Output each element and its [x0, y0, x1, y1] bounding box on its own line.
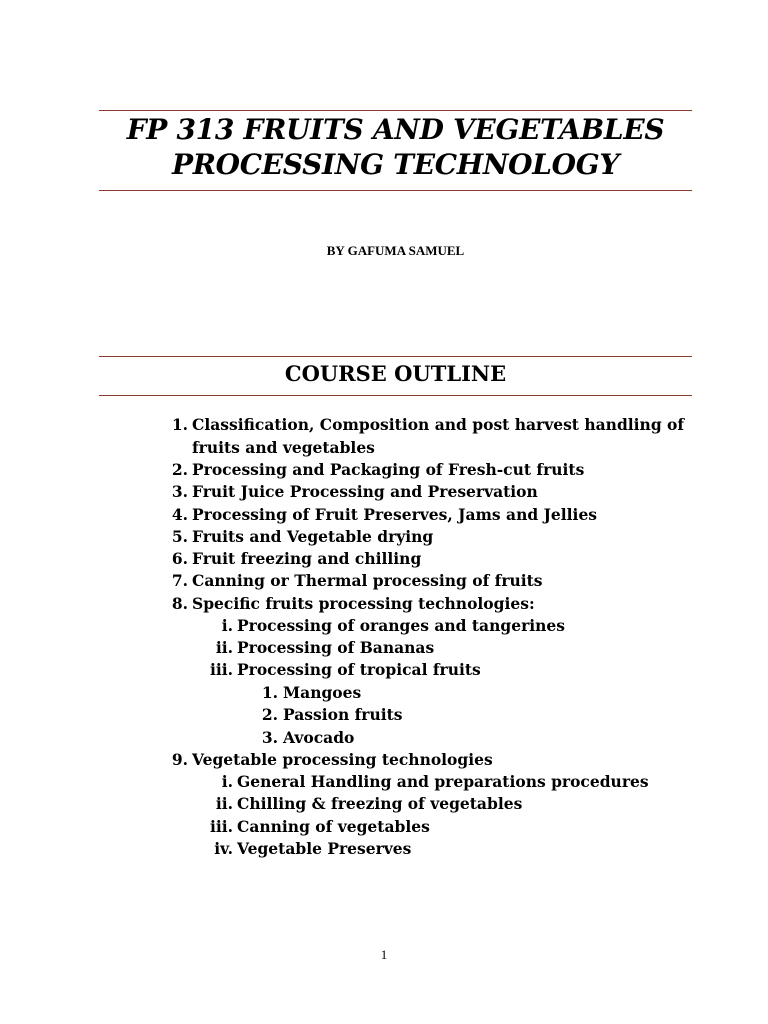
outline-number: 5. [171, 527, 188, 546]
outline-number: i. [221, 616, 233, 635]
outline-text: Fruit freezing and chilling [192, 549, 422, 568]
section-rule-bottom [99, 395, 692, 396]
section-title: COURSE OUTLINE [284, 361, 507, 386]
outline-text: Processing of oranges and tangerines [237, 616, 565, 635]
outline-number: i. [221, 772, 233, 791]
outline-text: Vegetable Preserves [237, 839, 412, 858]
document-title-line-1: FP 313 FRUITS AND VEGETABLES [126, 113, 665, 146]
outline-text: Processing of Bananas [237, 638, 435, 657]
section-rule-top [99, 356, 692, 357]
outline-text: Processing of tropical fruits [237, 660, 481, 679]
outline-number: 1. [171, 415, 188, 434]
document-title-line-2: PROCESSING TECHNOLOGY [171, 148, 620, 181]
outline-number: 2. [261, 705, 278, 724]
outline-text: Avocado [283, 728, 355, 747]
outline-text: Passion fruits [283, 705, 403, 724]
outline-text: Processing of Fruit Preserves, Jams and Jellies [192, 505, 598, 524]
outline-text: Fruit Juice Processing and Preservation [192, 482, 538, 501]
outline-number: 6. [171, 549, 188, 568]
outline-text: Vegetable processing technologies [192, 750, 493, 769]
outline-number: iv. [214, 839, 233, 858]
outline-text: Fruits and Vegetable drying [192, 527, 434, 546]
title-rule-top [99, 110, 692, 111]
outline-text: Canning or Thermal processing of fruits [192, 571, 543, 590]
author-line: BY GAFUMA SAMUEL [326, 243, 465, 258]
outline-number: 8. [171, 594, 188, 613]
outline-number: iii. [209, 660, 233, 679]
outline-number: 3. [171, 482, 188, 501]
outline-text: General Handling and preparations procedures [237, 772, 649, 791]
outline-number: 1. [261, 683, 278, 702]
outline-text: Mangoes [283, 683, 362, 702]
outline-text: Classification, Composition and post harvest handling of [192, 415, 685, 434]
title-rule-bottom [99, 190, 692, 191]
outline-number: 4. [171, 505, 188, 524]
outline-text: Specific fruits processing technologies: [192, 594, 535, 613]
outline-number: ii. [215, 638, 233, 657]
outline-number: 7. [171, 571, 188, 590]
outline-number: ii. [215, 794, 233, 813]
outline-text: Canning of vegetables [237, 817, 430, 836]
outline-text: Chilling & freezing of vegetables [237, 794, 523, 813]
outline-text: Processing and Packaging of Fresh-cut fruits [192, 460, 585, 479]
outline-number: iii. [209, 817, 233, 836]
outline-number: 9. [171, 750, 188, 769]
outline-number: 2. [171, 460, 188, 479]
outline-number: 3. [261, 728, 278, 747]
page-number: 1 [380, 947, 388, 962]
outline-text: fruits and vegetables [192, 438, 375, 457]
